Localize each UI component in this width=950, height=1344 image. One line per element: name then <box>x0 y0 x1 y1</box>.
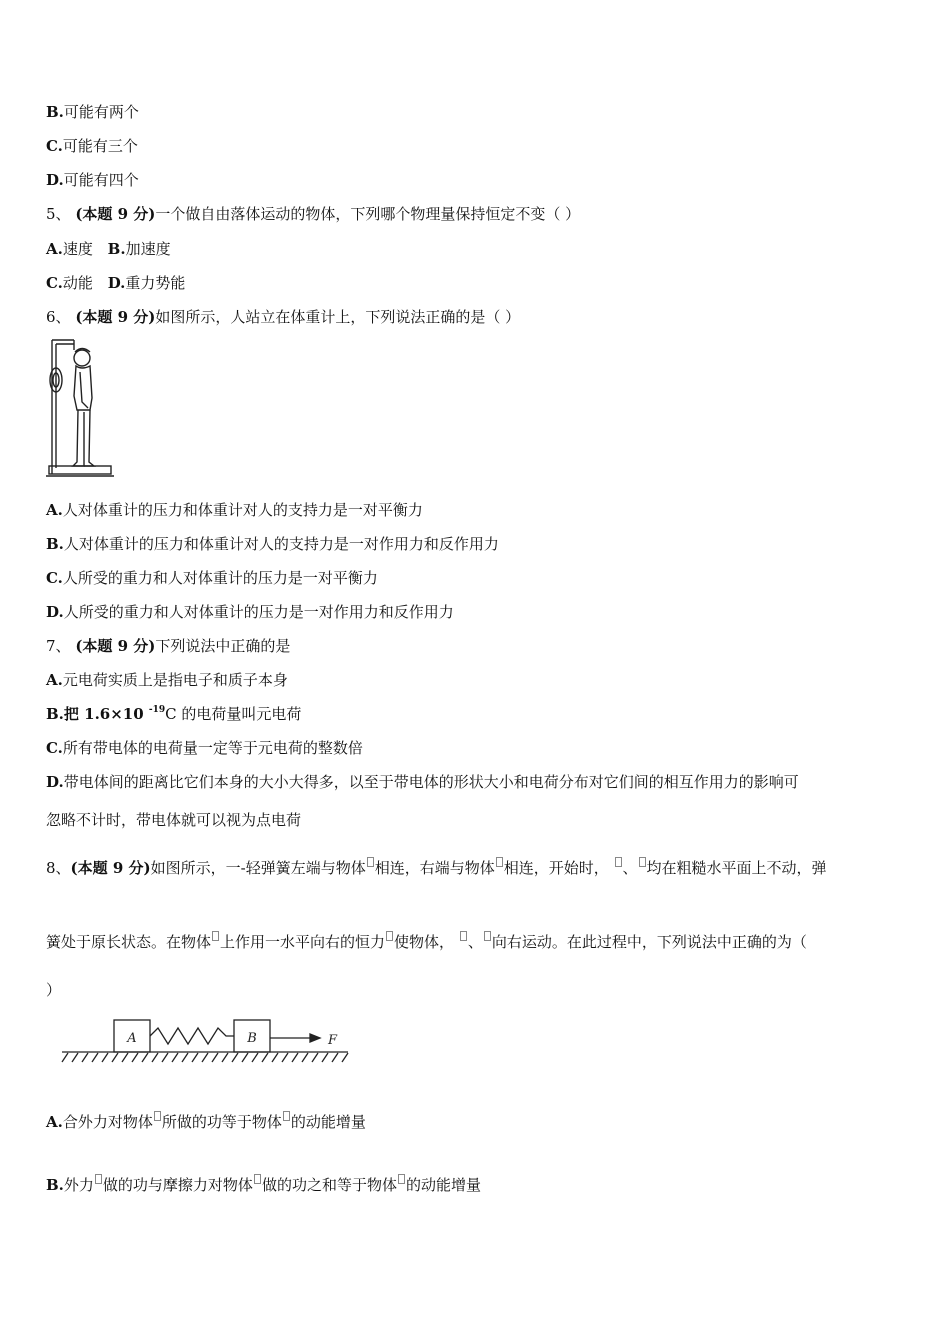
question-text: 向右运动。在此过程中，下列说法中正确的为（ <box>491 933 807 951</box>
missing-glyph-icon <box>639 857 646 867</box>
option-text: 加速度 <box>125 240 171 258</box>
option-text: 人对体重计的压力和体重计对人的支持力是一对平衡力 <box>62 501 423 519</box>
question-score-tag: (本题 9 分) <box>75 637 156 655</box>
option-text: 所有带电体的电荷量一定等于元电荷的整数倍 <box>62 739 363 757</box>
option-letter: A. <box>46 501 63 519</box>
q7-option-c <box>46 738 363 758</box>
option-letter: A. <box>46 1113 63 1131</box>
q8-stem-line-1 <box>46 857 827 878</box>
option-letter: C. <box>46 274 63 292</box>
option-text: 可能有三个 <box>62 137 138 155</box>
q6-option-d <box>46 602 454 622</box>
option-letter: C. <box>46 569 63 587</box>
q5-options-cd <box>46 273 185 293</box>
question-number: 5、 <box>46 205 71 223</box>
option-text: 元电荷实质上是指电子和质子本身 <box>62 671 288 689</box>
missing-glyph-icon <box>254 1174 261 1184</box>
question-score-tag: (本题 9 分) <box>70 859 151 877</box>
option-letter: A. <box>46 671 63 689</box>
person-leg-right <box>84 410 94 466</box>
q5-options-ab <box>46 239 171 259</box>
q7-option-b <box>46 704 301 724</box>
person-leg-left <box>73 410 84 466</box>
q6-stem <box>46 307 520 327</box>
q8-option-a <box>46 1111 366 1132</box>
option-text: 的动能增量 <box>290 1113 366 1131</box>
option-text: 可能有两个 <box>63 103 139 121</box>
option-letter: B. <box>46 705 64 723</box>
missing-glyph-icon <box>615 857 622 867</box>
question-text: 相连，开始时， <box>503 859 609 877</box>
question-text: 如图所示，人站立在体重计上，下列说法正确的是（ ） <box>155 308 521 326</box>
q4-option-b <box>46 102 139 122</box>
missing-glyph-icon <box>460 931 467 941</box>
person-arm <box>80 372 88 408</box>
spring-blocks-figure <box>58 1014 370 1076</box>
q7-option-a <box>46 670 288 690</box>
option-letter: B. <box>46 535 64 553</box>
block-b-label: B <box>247 1031 257 1046</box>
q6-option-b <box>46 534 499 554</box>
question-text: 一个做自由落体运动的物体，下列哪个物理量保持恒定不变（ ） <box>155 205 581 223</box>
missing-glyph-icon <box>154 1111 161 1121</box>
q6-option-c <box>46 568 378 588</box>
question-text: 相连，右端与物体 <box>374 859 495 877</box>
question-text: 、 <box>467 933 483 951</box>
option-text: 带电体间的距离比它们本身的大小大得多，以至于带电体的形状大小和电荷分布对它们间的相互作用力的影响可 <box>63 773 799 791</box>
option-text: 速度 <box>62 240 93 258</box>
question-text: 下列说法中正确的是 <box>155 637 291 655</box>
missing-glyph-icon <box>95 1174 102 1184</box>
exponent: -19 <box>148 705 166 715</box>
option-letter: B. <box>46 103 64 121</box>
question-text: 上作用一水平向右的恒力 <box>220 933 386 951</box>
ground-hatching <box>62 1053 348 1062</box>
missing-glyph-icon <box>398 1174 405 1184</box>
option-text: 忽略不计时，带电体就可以视为点电荷 <box>46 811 302 829</box>
q5-stem <box>46 204 580 224</box>
person-on-scale-figure <box>44 336 116 482</box>
option-letter: A. <box>46 240 63 258</box>
q8-stem-line-2 <box>46 931 807 952</box>
q7-stem <box>46 636 290 656</box>
person-head <box>74 350 90 366</box>
q8-option-b <box>46 1174 481 1195</box>
question-text: 使物体， <box>394 933 455 951</box>
option-text: 合外力对物体 <box>62 1113 153 1131</box>
spring <box>150 1028 234 1044</box>
q6-option-a <box>46 500 423 520</box>
q7-option-d <box>46 772 799 792</box>
q4-option-d <box>46 170 139 190</box>
q4-option-c <box>46 136 138 156</box>
q7-option-d-continued <box>46 810 301 830</box>
missing-glyph-icon <box>283 1111 290 1121</box>
option-letter: B. <box>107 240 126 258</box>
missing-glyph-icon <box>386 931 393 941</box>
option-text: 做的功与摩擦力对物体 <box>102 1176 253 1194</box>
option-text: 重力势能 <box>125 274 186 292</box>
missing-glyph-icon <box>496 857 503 867</box>
question-number: 6、 <box>46 308 71 326</box>
force-label: F <box>328 1033 338 1048</box>
missing-glyph-icon <box>212 931 219 941</box>
option-letter: C. <box>46 137 63 155</box>
question-text: 、 <box>622 859 638 877</box>
q8-stem-line-3 <box>46 980 61 1000</box>
option-text: 做的功之和等于物体 <box>261 1176 397 1194</box>
question-text: 如图所示，一-轻弹簧左端与物体 <box>150 859 366 877</box>
option-text: 外力 <box>63 1176 94 1194</box>
option-letter: D. <box>107 274 126 292</box>
option-text: 的动能增量 <box>405 1176 481 1194</box>
option-text: 人对体重计的压力和体重计对人的支持力是一对作用力和反作用力 <box>63 535 499 553</box>
question-score-tag: (本题 9 分) <box>75 205 156 223</box>
option-letter: D. <box>46 773 64 791</box>
option-text: 人所受的重力和人对体重计的压力是一对作用力和反作用力 <box>63 603 454 621</box>
option-text-suffix: C 的电荷量叫元电荷 <box>165 705 302 723</box>
option-text: 可能有四个 <box>63 171 139 189</box>
option-text: 人所受的重力和人对体重计的压力是一对平衡力 <box>62 569 378 587</box>
question-text: 均在粗糙水平面上不动，弹 <box>646 859 827 877</box>
question-text: 簧处于原长状态。在物体 <box>46 933 212 951</box>
scale-platform <box>49 466 111 474</box>
option-text-prefix: 把 1.6×10 <box>63 705 149 723</box>
option-letter: D. <box>46 171 64 189</box>
missing-glyph-icon <box>484 931 491 941</box>
missing-glyph-icon <box>367 857 374 867</box>
question-score-tag: (本题 9 分) <box>75 308 156 326</box>
option-letter: B. <box>46 1176 64 1194</box>
option-letter: C. <box>46 739 63 757</box>
question-text: ） <box>46 981 62 999</box>
block-a-label: A <box>127 1031 137 1046</box>
option-letter: D. <box>46 603 64 621</box>
option-text: 所做的功等于物体 <box>161 1113 282 1131</box>
option-text: 动能 <box>62 274 93 292</box>
question-number: 7、 <box>46 637 71 655</box>
question-number: 8、 <box>46 859 71 877</box>
